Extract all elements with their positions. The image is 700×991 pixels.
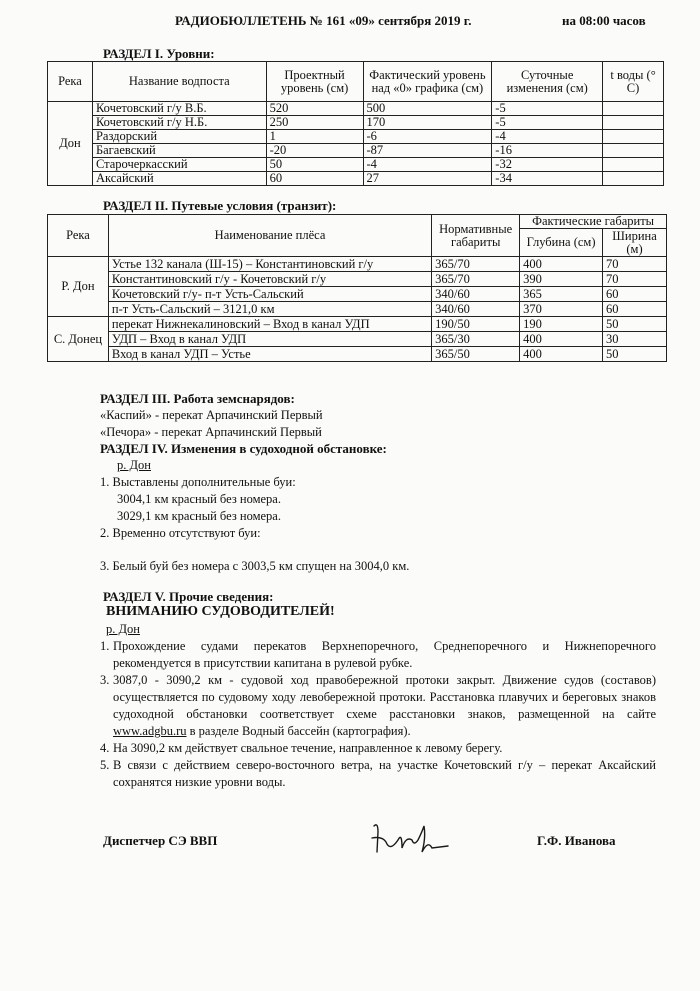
table-row <box>48 302 667 317</box>
col-project: Проектный уровень (см) <box>266 62 363 102</box>
notice-item: 1. Прохождение судами перекатов Верхнепоречного, Среднепоречного и Нижнепоречного рекомендуется в присутствии капитана в рулевой рубке. <box>100 639 656 670</box>
table-row <box>48 172 664 186</box>
levels-header-row <box>48 62 664 102</box>
river-cell: Р. Дон <box>48 257 109 317</box>
cell-temp <box>603 144 664 158</box>
table-row <box>48 102 664 116</box>
section3-title: РАЗДЕЛ III. Работа земснарядов: <box>100 391 295 406</box>
cell-name: п-т Усть-Сальский – 3121,0 км <box>108 302 431 317</box>
cell-project: 1 <box>266 130 363 144</box>
table-row <box>48 158 664 172</box>
cell-temp <box>603 116 664 130</box>
cell-project: 60 <box>266 172 363 186</box>
cell-change: -5 <box>492 102 603 116</box>
cell-width: 50 <box>603 347 667 362</box>
cell-norm: 190/50 <box>432 317 520 332</box>
cell-change: -16 <box>492 144 603 158</box>
cell-name: УДП – Вход в канал УДП <box>108 332 431 347</box>
col-reach-name: Наименование плёса <box>108 215 431 257</box>
cell-change: -5 <box>492 116 603 130</box>
levels-table <box>47 61 664 186</box>
river-cell: С. Донец <box>48 317 109 362</box>
section4-item1: 1. Выставлены дополнительные буи: <box>100 475 296 489</box>
table-row <box>48 287 667 302</box>
cell-depth: 190 <box>520 317 603 332</box>
table-row <box>48 116 664 130</box>
cell-norm: 365/30 <box>432 332 520 347</box>
cell-actual: -87 <box>363 144 492 158</box>
table-row <box>48 257 667 272</box>
col-river: Река <box>48 62 93 102</box>
table-row <box>48 144 664 158</box>
buoy-line: 3004,1 км красный без номера. <box>117 492 281 506</box>
cell-temp <box>603 172 664 186</box>
table-row <box>48 130 664 144</box>
dispatcher-position: Диспетчер СЭ ВВП <box>103 833 218 848</box>
col-normative: Нормативные габариты <box>432 215 520 257</box>
site-link[interactable]: www.adgbu.ru <box>113 724 187 738</box>
notice-item: 5. В связи с действием северо-восточного ветра, на участке Кочетовский г/у – перекат Аксайский сохранятся низкие уровни воды. <box>100 758 656 789</box>
cell-project: -20 <box>266 144 363 158</box>
cell-name: Кочетовский г/у- п-т Усть-Сальский <box>108 287 431 302</box>
cell-change: -4 <box>492 130 603 144</box>
route-table <box>47 214 667 362</box>
section4-item3: 3. Белый буй без номера с 3003,5 км спущен на 3004,0 км. <box>100 559 410 573</box>
cell-actual: 500 <box>363 102 492 116</box>
cell-temp <box>603 102 664 116</box>
cell-name: Устье 132 канала (Ш-15) – Константиновский г/у <box>108 257 431 272</box>
cell-name: перекат Нижнекалиновский – Вход в канал УДП <box>108 317 431 332</box>
cell-norm: 365/50 <box>432 347 520 362</box>
col-depth: Глубина (см) <box>520 229 603 257</box>
cell-actual: -4 <box>363 158 492 172</box>
section4-item2: 2. Временно отсутствуют буи: <box>100 526 261 540</box>
signature-image <box>368 818 458 860</box>
notice-item: 3. 3087,0 - 3090,2 км - судовой ход правобережной протоки закрыт. Движение судов (составов) осуществляется по судовому ходу левобережной протоки. Расстановка плавучих и береговых знаков судоходной обстановки соответствует схеме расстановки знаков, размещенной на сайте www.adgbu.ru в разделе Водный бассейн (картография). <box>100 673 656 738</box>
dredger-line: «Печора» - перекат Арпачинский Первый <box>100 425 322 439</box>
dispatcher-name: Г.Ф. Иванова <box>537 833 616 848</box>
cell-name: Константиновский г/у - Кочетовский г/у <box>108 272 431 287</box>
cell-post: Кочетовский г/у Н.Б. <box>92 116 266 130</box>
section5-subtitle: ВНИМАНИЮ СУДОВОДИТЕЛЕЙ! <box>106 604 335 619</box>
cell-norm: 340/60 <box>432 287 520 302</box>
cell-actual: 170 <box>363 116 492 130</box>
table-row <box>48 272 667 287</box>
cell-temp <box>603 130 664 144</box>
section4 <box>100 441 660 571</box>
table-row <box>48 347 667 362</box>
section4-river: р. Дон <box>117 458 151 472</box>
cell-change: -32 <box>492 158 603 172</box>
col-actual-dims: Фактические габариты <box>520 215 667 229</box>
dredger-line: «Каспий» - перекат Арпачинский Первый <box>100 408 323 422</box>
cell-depth: 400 <box>520 347 603 362</box>
cell-depth: 365 <box>520 287 603 302</box>
cell-depth: 400 <box>520 257 603 272</box>
col-change: Суточные изменения (см) <box>492 62 603 102</box>
cell-actual: -6 <box>363 130 492 144</box>
cell-depth: 400 <box>520 332 603 347</box>
cell-change: -34 <box>492 172 603 186</box>
cell-width: 60 <box>603 302 667 317</box>
col-actual: Фактический уровень над «0» графика (см) <box>363 62 492 102</box>
cell-post: Кочетовский г/у В.Б. <box>92 102 266 116</box>
col-width: Ширина (м) <box>603 229 667 257</box>
buoy-line: 3029,1 км красный без номера. <box>117 509 281 523</box>
section2-title: РАЗДЕЛ II. Путевые условия (транзит): <box>103 198 337 213</box>
cell-post: Багаевский <box>92 144 266 158</box>
cell-width: 60 <box>603 287 667 302</box>
table-row <box>48 332 667 347</box>
cell-project: 50 <box>266 158 363 172</box>
river-cell: Дон <box>48 102 93 186</box>
cell-width: 50 <box>603 317 667 332</box>
cell-project: 250 <box>266 116 363 130</box>
section1-title: РАЗДЕЛ I. Уровни: <box>103 46 215 61</box>
bulletin-time: на 08:00 часов <box>562 13 646 28</box>
cell-norm: 365/70 <box>432 272 520 287</box>
cell-post: Аксайский <box>92 172 266 186</box>
col-river: Река <box>48 215 109 257</box>
cell-norm: 365/70 <box>432 257 520 272</box>
cell-width: 70 <box>603 272 667 287</box>
col-temp: t воды (° С) <box>603 62 664 102</box>
cell-name: Вход в канал УДП – Устье <box>108 347 431 362</box>
table-row <box>48 317 667 332</box>
section5-river: р. Дон <box>106 622 140 636</box>
notice-item: 4. На 3090,2 км действует свальное течение, направленное к левому берегу. <box>100 741 503 755</box>
cell-actual: 27 <box>363 172 492 186</box>
col-post: Название водпоста <box>92 62 266 102</box>
section5-title: РАЗДЕЛ V. Прочие сведения: <box>103 589 274 604</box>
bulletin-title: РАДИОБЮЛЛЕТЕНЬ № 161 «09» сентября 2019 г. <box>175 13 472 28</box>
cell-norm: 340/60 <box>432 302 520 317</box>
cell-post: Раздорский <box>92 130 266 144</box>
cell-post: Старочеркасский <box>92 158 266 172</box>
cell-depth: 390 <box>520 272 603 287</box>
section4-title: РАЗДЕЛ IV. Изменения в судоходной обстановке: <box>100 441 387 456</box>
cell-project: 520 <box>266 102 363 116</box>
cell-width: 70 <box>603 257 667 272</box>
cell-temp <box>603 158 664 172</box>
cell-depth: 370 <box>520 302 603 317</box>
cell-width: 30 <box>603 332 667 347</box>
